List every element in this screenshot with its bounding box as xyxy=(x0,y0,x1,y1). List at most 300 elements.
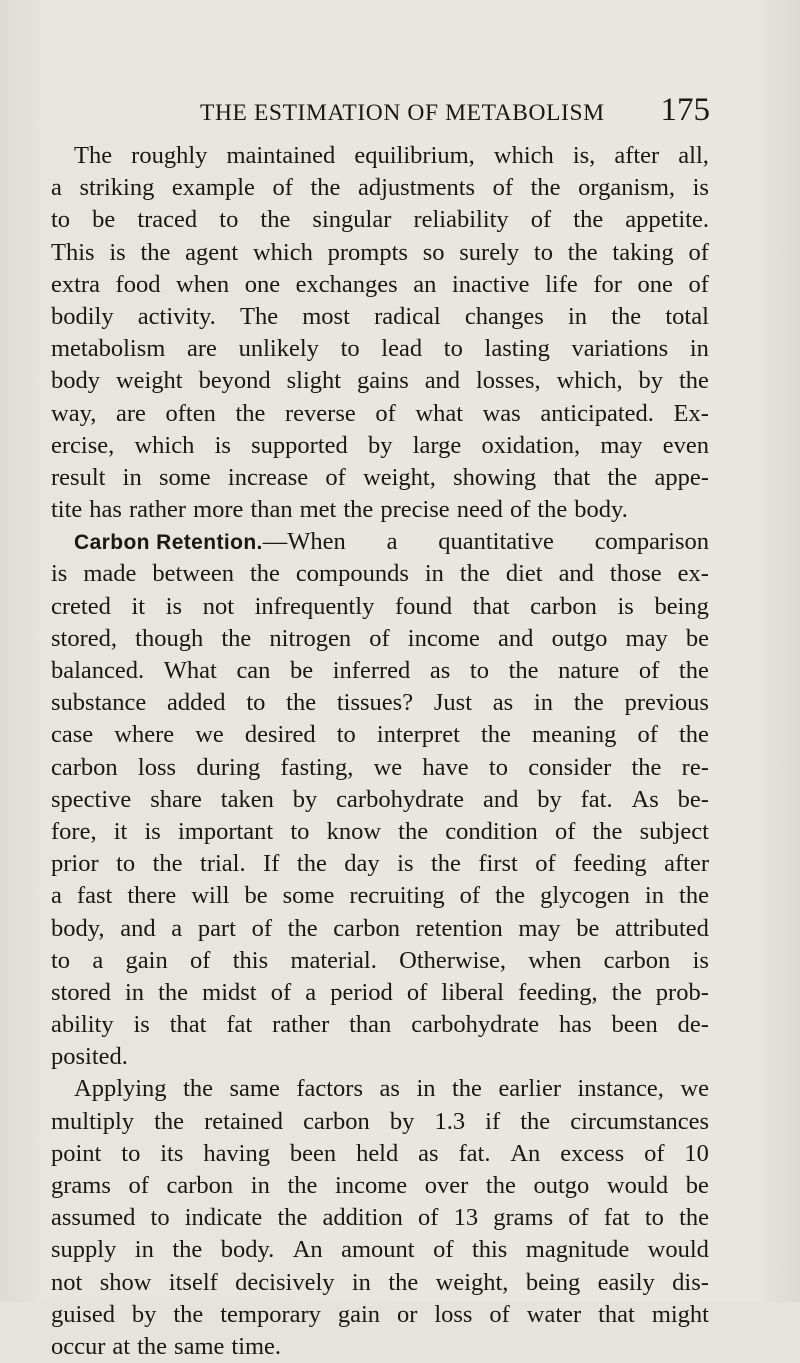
word: being xyxy=(525,1268,581,1296)
word: the xyxy=(310,174,341,202)
word: and xyxy=(558,560,594,588)
word: period xyxy=(330,978,393,1006)
word: we xyxy=(373,753,403,781)
word: the xyxy=(508,657,539,684)
word: fore, xyxy=(51,817,97,845)
page-number: 175 xyxy=(660,92,710,128)
word: the xyxy=(221,624,252,652)
word: the xyxy=(611,302,642,330)
word: nitrogen xyxy=(269,624,352,652)
word: supported xyxy=(251,431,348,459)
word: as xyxy=(418,1139,439,1167)
word: and xyxy=(482,785,519,813)
paragraph xyxy=(51,526,709,1073)
word: a xyxy=(305,978,317,1006)
word: often xyxy=(165,399,216,427)
word: show xyxy=(99,1268,152,1296)
word: the xyxy=(592,817,623,845)
word: so xyxy=(422,238,445,266)
word: as xyxy=(492,689,514,717)
word: carbon xyxy=(333,914,400,942)
word: body. xyxy=(574,496,628,524)
word: anticipated. xyxy=(540,399,654,427)
word: meaning xyxy=(532,721,617,749)
word: more xyxy=(193,496,244,524)
word: in xyxy=(568,302,588,330)
word: exchanges xyxy=(295,270,398,298)
word: prior xyxy=(51,850,99,878)
word: of xyxy=(637,721,658,749)
word: the xyxy=(398,817,429,845)
word: extra xyxy=(51,270,100,298)
word: the xyxy=(678,657,709,684)
word: gain xyxy=(337,1300,381,1328)
word: there xyxy=(127,882,177,910)
word: be- xyxy=(677,785,709,813)
text-line xyxy=(51,494,709,526)
word: where xyxy=(114,721,175,749)
text-line xyxy=(51,462,709,494)
word: roughly xyxy=(131,142,208,169)
word: 1.3 xyxy=(434,1107,466,1135)
word: changes xyxy=(464,302,544,330)
word: striking xyxy=(79,174,155,202)
text-line xyxy=(51,784,709,816)
word: the xyxy=(631,753,662,781)
text-line xyxy=(51,430,709,462)
word: be xyxy=(685,624,709,652)
word: by xyxy=(537,785,562,813)
word: need xyxy=(456,496,503,524)
text-line xyxy=(51,848,709,880)
text-line xyxy=(51,913,709,945)
word: to xyxy=(51,946,71,974)
word: are xyxy=(187,335,217,363)
word: of xyxy=(688,270,709,298)
word: know xyxy=(326,817,382,845)
word: stored, xyxy=(51,624,117,652)
word: showing xyxy=(453,463,537,491)
word: if xyxy=(485,1107,501,1135)
word: was xyxy=(482,399,521,427)
section-subhead: Carbon Retention. xyxy=(74,531,263,555)
word: after xyxy=(614,142,660,169)
word: inactive xyxy=(451,270,530,298)
word: dis- xyxy=(672,1268,709,1296)
word: prompts xyxy=(327,238,408,266)
word: those xyxy=(609,560,662,588)
word: of xyxy=(272,174,293,202)
word: An xyxy=(510,1139,541,1167)
word: consider xyxy=(528,753,612,781)
word: added xyxy=(167,689,226,717)
word: of xyxy=(406,978,428,1006)
word: that xyxy=(169,1011,207,1039)
word: though xyxy=(135,624,204,652)
word: over xyxy=(424,1172,469,1199)
word: total xyxy=(665,302,709,330)
word: the xyxy=(495,882,526,910)
text-line xyxy=(51,687,709,719)
word: weight, xyxy=(435,1268,509,1296)
word: radical xyxy=(374,302,441,330)
text-line xyxy=(51,1234,709,1266)
word: of xyxy=(459,882,481,910)
word: losses, xyxy=(476,367,541,395)
word: important xyxy=(177,817,274,845)
word: singular xyxy=(312,206,392,234)
word: occur xyxy=(51,1332,106,1360)
word: Carbon Retention.—When xyxy=(74,528,346,556)
word: the xyxy=(520,1107,551,1135)
text-line xyxy=(51,172,709,204)
text-line xyxy=(51,301,709,333)
word: is xyxy=(397,850,414,878)
word: body xyxy=(51,367,100,395)
word: large xyxy=(412,431,462,459)
word: by xyxy=(292,785,318,813)
word: some xyxy=(282,882,335,910)
word: is xyxy=(692,174,709,202)
word: in xyxy=(424,560,444,588)
word: income xyxy=(335,1172,408,1199)
word: an xyxy=(413,270,437,298)
word: taking xyxy=(612,238,674,266)
word: amount xyxy=(341,1236,415,1264)
word: not xyxy=(51,1268,83,1296)
word: in xyxy=(644,882,664,910)
word: body. xyxy=(220,1236,275,1264)
word: weight, xyxy=(363,463,436,491)
word: a xyxy=(51,174,62,202)
word: as xyxy=(379,1075,400,1103)
word: excess xyxy=(560,1139,625,1167)
word: which xyxy=(493,142,554,169)
word: of xyxy=(251,914,272,942)
word: tissues? xyxy=(336,689,414,717)
word: its xyxy=(160,1139,184,1167)
text-line xyxy=(51,1041,709,1073)
text-line xyxy=(51,558,709,590)
word: day xyxy=(344,850,380,878)
word: point xyxy=(51,1139,102,1167)
word: spective xyxy=(51,785,132,813)
word: material. xyxy=(290,946,377,974)
word: fast xyxy=(76,882,113,910)
word: result xyxy=(51,463,106,491)
word: food xyxy=(115,270,161,298)
word: may xyxy=(625,624,668,652)
word: outgo xyxy=(533,1172,590,1199)
text-line xyxy=(51,140,709,172)
word: substance xyxy=(51,689,147,717)
word: would xyxy=(606,1172,669,1199)
word: metabolism xyxy=(51,335,166,363)
word: when xyxy=(528,946,582,974)
word: and xyxy=(120,914,156,942)
word: be xyxy=(244,882,268,910)
text-line xyxy=(51,977,709,1009)
text-line xyxy=(51,1138,709,1170)
word: multiply xyxy=(51,1107,135,1135)
text-line xyxy=(51,204,709,236)
word: 10 xyxy=(684,1139,709,1167)
word: as xyxy=(429,657,451,684)
word: the xyxy=(530,174,561,202)
word: are xyxy=(115,399,146,427)
word: This xyxy=(51,238,95,266)
word: previous xyxy=(624,689,709,717)
word: balanced. xyxy=(51,657,145,684)
word: to xyxy=(290,817,310,845)
word: it xyxy=(113,817,128,845)
word: met xyxy=(299,496,337,524)
word: be xyxy=(92,206,116,234)
word: guised xyxy=(51,1300,115,1328)
word: would xyxy=(647,1236,709,1264)
word: is xyxy=(51,560,68,588)
text-line xyxy=(51,880,709,912)
text-line xyxy=(51,365,709,397)
word: of xyxy=(509,496,531,524)
word: the xyxy=(430,850,461,878)
word: one xyxy=(637,270,673,298)
word: glycogen xyxy=(540,882,630,910)
word: the xyxy=(611,978,642,1006)
word: itself xyxy=(168,1268,218,1296)
word: time. xyxy=(231,1332,282,1360)
word: precise xyxy=(380,496,450,524)
word: having xyxy=(203,1139,270,1167)
word: of xyxy=(535,850,556,878)
word: of xyxy=(638,657,660,684)
word: the xyxy=(260,206,291,234)
word: variations xyxy=(571,335,669,363)
word: be xyxy=(576,914,600,942)
word: the xyxy=(154,1107,185,1135)
word: tite xyxy=(51,496,83,524)
word: which xyxy=(134,431,195,459)
word: body, xyxy=(51,914,105,942)
word: inferred xyxy=(332,657,411,684)
word: and xyxy=(424,367,461,395)
word: first xyxy=(478,850,518,878)
word: or xyxy=(396,1300,418,1328)
word: the xyxy=(480,721,511,749)
word: lead xyxy=(381,335,423,363)
word: reverse xyxy=(285,399,356,427)
word: unlikely xyxy=(238,335,319,363)
word: surely xyxy=(459,238,520,266)
text-line xyxy=(51,398,709,430)
text-line xyxy=(51,1106,709,1138)
word: of xyxy=(418,1204,439,1232)
word: nature xyxy=(558,657,620,684)
word: re- xyxy=(681,753,709,781)
word: carbon xyxy=(303,1107,370,1135)
word: even xyxy=(662,431,709,459)
word: may xyxy=(518,914,561,942)
running-head xyxy=(200,92,710,132)
word: the xyxy=(277,1204,308,1232)
word: to xyxy=(150,1204,170,1232)
word: the xyxy=(537,496,568,524)
word: of xyxy=(270,978,292,1006)
word: carbohydrate xyxy=(411,1011,540,1039)
word: can xyxy=(236,657,271,684)
paragraph xyxy=(51,140,709,526)
body-text xyxy=(51,140,709,1363)
text-line xyxy=(51,1267,709,1299)
word: subject xyxy=(639,817,709,845)
word: the xyxy=(158,978,189,1006)
word: in xyxy=(134,1236,154,1264)
word: a xyxy=(386,528,398,556)
word: recruiting xyxy=(349,882,445,910)
word: weight xyxy=(115,367,183,395)
word: not xyxy=(202,592,234,620)
paragraph xyxy=(51,1073,709,1363)
word: If xyxy=(263,850,280,878)
word: feeding xyxy=(573,850,647,878)
word: has xyxy=(558,1011,592,1039)
word: held xyxy=(356,1139,399,1167)
word: during xyxy=(196,753,261,781)
word: the xyxy=(679,1204,709,1232)
word: desired xyxy=(244,721,316,749)
word: is xyxy=(692,946,709,974)
word: after xyxy=(664,850,709,878)
word: traced xyxy=(137,206,198,234)
word: loss xyxy=(137,753,177,781)
word: The xyxy=(74,142,113,169)
word: of xyxy=(530,206,552,234)
word: to xyxy=(443,335,463,363)
word: that xyxy=(553,463,591,491)
word: circumstances xyxy=(570,1107,709,1135)
text-line xyxy=(51,816,709,848)
text-line xyxy=(51,269,709,301)
text-line xyxy=(51,1331,709,1363)
word: loss xyxy=(434,1300,473,1328)
word: life xyxy=(545,270,578,298)
word: appe- xyxy=(654,463,709,491)
text-line xyxy=(51,237,709,269)
word: been xyxy=(611,1011,658,1039)
word: to xyxy=(469,657,489,684)
word: prob- xyxy=(655,978,709,1006)
word: which, xyxy=(556,367,623,395)
word: the xyxy=(173,1300,204,1328)
word: part xyxy=(197,914,236,942)
word: the xyxy=(567,238,598,266)
word: the xyxy=(388,1268,419,1296)
word: interpret xyxy=(376,721,460,749)
word: grams xyxy=(493,1204,554,1232)
word: retention xyxy=(415,914,503,942)
word: in xyxy=(250,1172,270,1199)
word: reliability xyxy=(413,206,509,234)
word: liberal xyxy=(441,978,504,1006)
word: Applying xyxy=(74,1075,167,1103)
word: might xyxy=(651,1300,709,1328)
word: As xyxy=(631,785,659,813)
word: the xyxy=(452,1075,482,1103)
word: the xyxy=(249,560,280,588)
word: by xyxy=(389,1107,415,1135)
word: the xyxy=(235,399,266,427)
word: indicate xyxy=(184,1204,263,1232)
word: a xyxy=(92,946,104,974)
word: feeding, xyxy=(518,978,598,1006)
word: rather xyxy=(128,496,187,524)
word: of xyxy=(489,1300,510,1328)
word: attributed xyxy=(615,914,709,942)
word: of xyxy=(568,1204,589,1232)
word: agent xyxy=(185,238,239,266)
word: of xyxy=(128,1172,149,1199)
word: the xyxy=(343,496,374,524)
word: grams xyxy=(51,1172,111,1199)
word: between xyxy=(152,560,234,588)
word: which xyxy=(252,238,313,266)
word: creted xyxy=(51,592,111,620)
word: the xyxy=(459,560,490,588)
word: of xyxy=(644,1139,665,1167)
text-line xyxy=(51,1299,709,1331)
word: is xyxy=(144,817,161,845)
word: that xyxy=(472,592,510,620)
word: to xyxy=(121,1139,141,1167)
word: may xyxy=(600,431,643,459)
word: trial. xyxy=(200,850,246,878)
word: case xyxy=(51,721,94,749)
word: outgo xyxy=(551,624,608,652)
word: it xyxy=(131,592,146,620)
word: have xyxy=(422,753,469,781)
word: what xyxy=(415,399,463,427)
word: the xyxy=(296,850,327,878)
word: to xyxy=(340,335,360,363)
word: in xyxy=(534,689,554,717)
word: earlier xyxy=(498,1075,561,1103)
word: stored xyxy=(51,978,111,1006)
word: decisively xyxy=(235,1268,335,1296)
word: to xyxy=(51,206,71,234)
word: this xyxy=(232,946,269,974)
word: ability xyxy=(51,1011,114,1039)
word: is xyxy=(165,592,183,620)
word: example xyxy=(171,174,255,202)
word: the xyxy=(678,367,709,395)
word: being xyxy=(654,592,709,620)
word: the xyxy=(679,882,709,910)
word: of xyxy=(433,1236,454,1264)
word: factors xyxy=(296,1075,364,1103)
word: found xyxy=(395,592,453,620)
word: infrequently xyxy=(254,592,375,620)
word: to xyxy=(336,721,356,749)
word: of xyxy=(375,399,396,427)
word: activity. xyxy=(137,302,216,330)
word: beyond xyxy=(198,367,271,395)
word: diet xyxy=(505,560,543,588)
word: than xyxy=(250,496,293,524)
word: income xyxy=(407,624,480,652)
word: is xyxy=(133,1011,150,1039)
word: by xyxy=(638,367,664,395)
word: the xyxy=(485,1172,516,1199)
